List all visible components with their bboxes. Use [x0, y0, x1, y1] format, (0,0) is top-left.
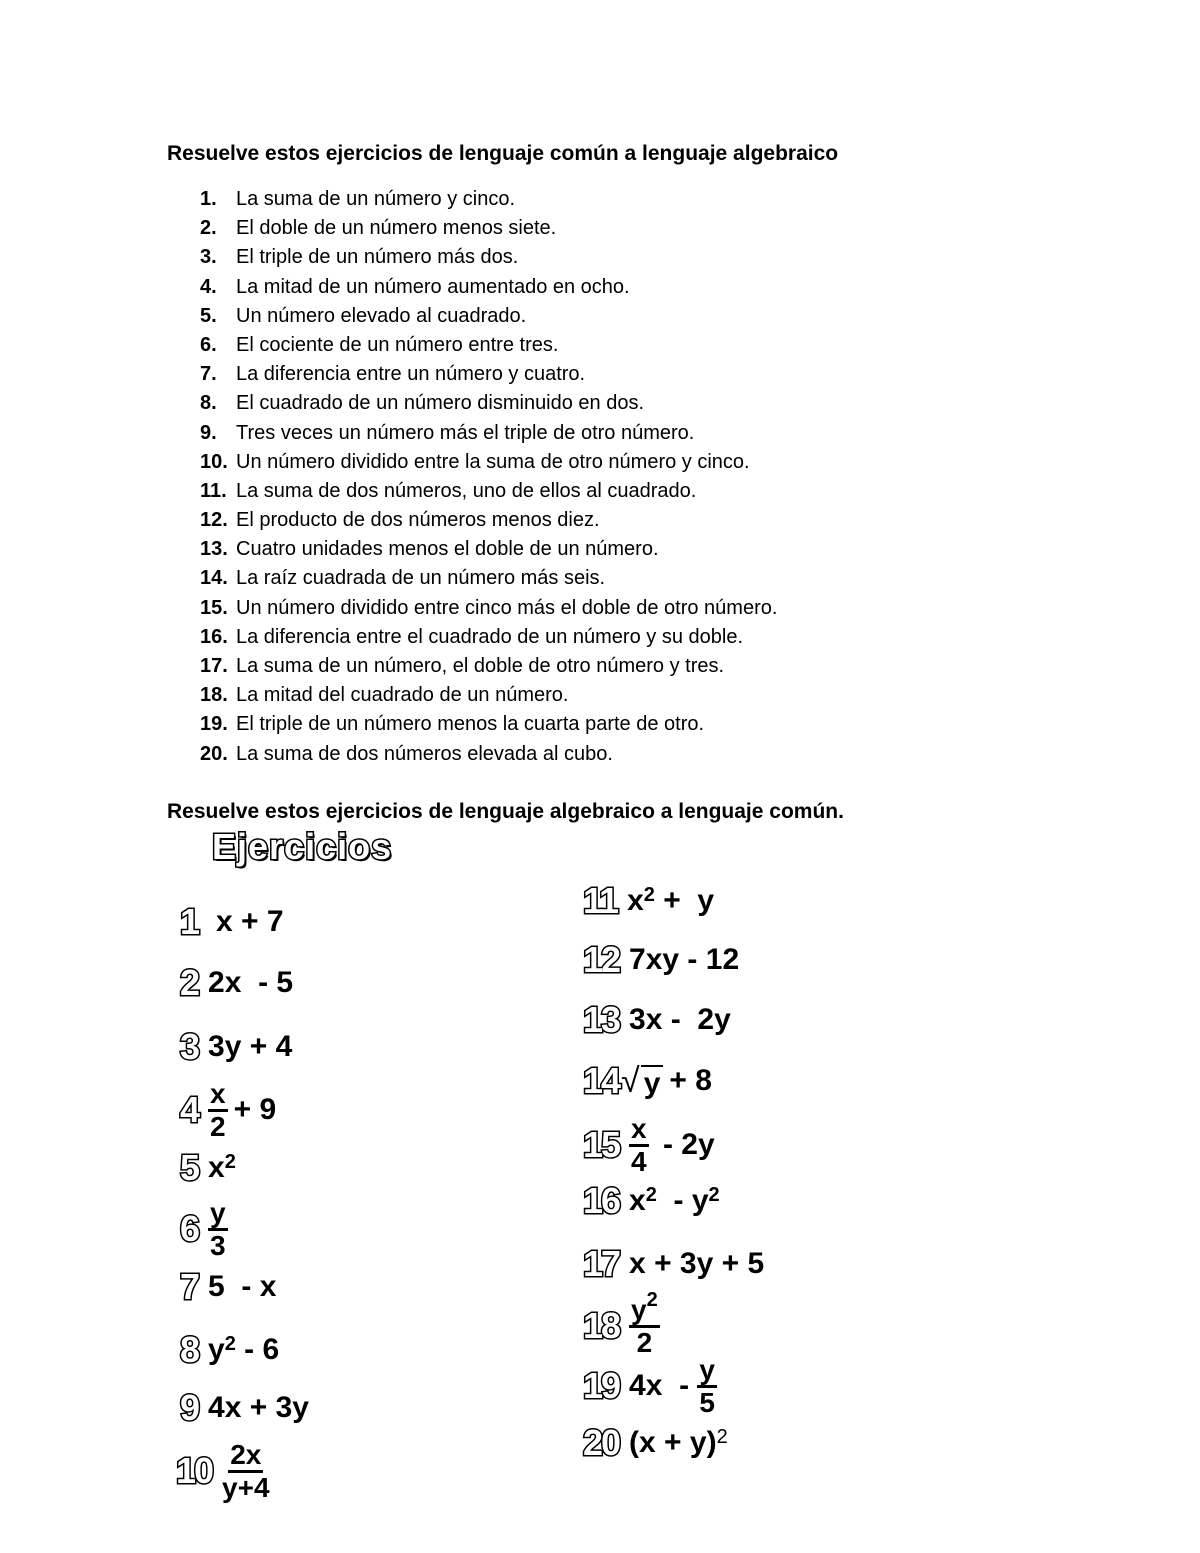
exercise-1: 1 x + 7 — [180, 901, 284, 942]
list-item: 16. La diferencia entre el cuadrado de un número y su doble. — [200, 625, 744, 648]
list-item: 19. El triple de un número menos la cuarta parte de otro. — [200, 713, 705, 736]
list-item: 7. La diferencia entre un número y cuatro. — [200, 363, 586, 386]
list-item: 10. Un número dividido entre la suma de otro número y cinco. — [200, 450, 750, 473]
square-root: √ y — [621, 1062, 663, 1101]
list-item: 18. La mitad del cuadrado de un número. — [200, 684, 569, 707]
exercise-18: 18 $\frac{y^2}{2}$ — [583, 1288, 658, 1358]
list-item: 9. Tres veces un número más el triple de otro número. — [200, 421, 695, 444]
exercise-12: 12 7xy - 12 — [583, 939, 740, 980]
list-item: 12. El producto de dos números menos diez. — [200, 509, 600, 532]
exercise-list — [200, 185, 777, 769]
list-item: 6. El cociente de un número entre tres. — [200, 333, 559, 356]
list-item: 11. La suma de dos números, uno de ellos al cuadrado. — [200, 479, 697, 502]
exercise-13: 13 3x - 2y — [583, 999, 731, 1040]
exercise-17: 17 x + 3y + 5 — [583, 1243, 765, 1284]
list-item: 20. La suma de dos números elevada al cubo. — [200, 742, 613, 765]
fraction: $\frac{2x}{y+4}$ — [222, 1438, 270, 1503]
list-item: 13. Cuatro unidades menos el doble de un número. — [200, 538, 659, 561]
list-item: 1. La suma de un número y cinco. — [200, 188, 516, 210]
list-item: 8. El cuadrado de un número disminuido en dos. — [200, 392, 645, 415]
list-item: 3. El triple de un número más dos. — [200, 246, 519, 269]
list-item: 14. La raíz cuadrada de un número más seis. — [200, 567, 606, 590]
exercise-19: 19 4x - $\frac{y}{5}$ — [583, 1353, 715, 1418]
heading-common-to-algebraic: Resuelve estos ejercicios de lenguaje común a lenguaje algebraico — [167, 142, 839, 165]
exercise-4: 4 $\frac{x}{2}$ + 9 — [180, 1077, 277, 1142]
list-item: 2. El doble de un número menos siete. — [200, 217, 557, 240]
exercise-14: 14 √ y + 8 — [583, 1060, 712, 1101]
list-item: 4. La mitad de un número aumentado en ocho. — [200, 275, 630, 298]
exercise-9: 9 4x + 3y — [180, 1387, 309, 1428]
ejercicios-title: Ejercicios — [212, 826, 393, 867]
fraction: $\frac{y^2}{2}$ — [631, 1288, 658, 1358]
exercise-6: 6 $\frac{y}{3}$ — [180, 1196, 226, 1261]
exercise-2: 2 2x - 5 — [180, 962, 294, 1003]
exercise-7: 7 5 - x — [180, 1266, 277, 1307]
fraction: $\frac{y}{5}$ — [699, 1353, 715, 1418]
fraction: $\frac{x}{2}$ — [210, 1077, 226, 1142]
fraction: $\frac{y}{3}$ — [210, 1196, 226, 1261]
exercise-8: 8 y $^2$ - 6 — [180, 1329, 280, 1370]
exercise-16: 16 x $^2$ - y $^2$ — [583, 1180, 720, 1221]
list-item: 15. Un número dividido entre cinco más el doble de otro número. — [200, 596, 778, 619]
exercise-20: 20 (x + y) $^2$ — [583, 1422, 728, 1463]
exercise-11: 11 x $^2$ + y — [583, 880, 715, 921]
exercise-10: 10 $\frac{2x}{y+4}$ — [176, 1438, 270, 1503]
exercise-15: 15 $\frac{x}{4}$ - 2y — [583, 1112, 715, 1177]
heading-algebraic-to-common: Resuelve estos ejercicios de lenguaje algebraico a lenguaje común. — [167, 800, 844, 823]
exercise-5: 5 x $^2$ — [180, 1147, 236, 1188]
exercise-3: 3 3y + 4 — [180, 1026, 293, 1067]
list-item: 5. Un número elevado al cuadrado. — [200, 304, 527, 327]
list-item: 17. La suma de un número, el doble de otro número y tres. — [200, 655, 725, 677]
fraction: $\frac{x}{4}$ — [631, 1112, 647, 1177]
